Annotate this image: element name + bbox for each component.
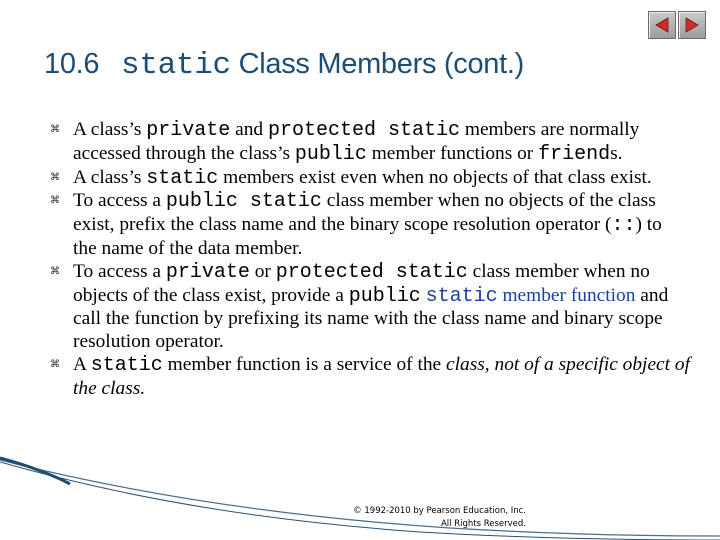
bullet-item [50, 354, 690, 401]
code-term: static [425, 284, 498, 308]
slide-navigation [648, 11, 706, 39]
copyright-line: © 1992-2010 by Pearson Education, Inc. [353, 506, 526, 516]
bullet-text: A class’s [73, 166, 147, 188]
next-slide-button[interactable] [678, 11, 706, 39]
bullet-text: To access a [73, 190, 166, 212]
bullet-text: or [249, 260, 276, 282]
bullet-text: class, not of a specific object of the class. [73, 353, 690, 399]
bullet-text: A class’s [73, 119, 147, 140]
code-term: private [165, 260, 250, 284]
code-term: public static [165, 190, 322, 214]
bullet-text: and [230, 119, 268, 140]
code-term: protected static [275, 260, 468, 284]
bullet-text: and call the function by prefixing its name with the class name and binary scope resolution operator. [73, 284, 669, 353]
bullet-text: member function [497, 284, 636, 306]
bullet-text: A [73, 353, 91, 375]
bullet-item [50, 261, 690, 354]
bullet-text: To access a [73, 260, 166, 282]
previous-slide-button[interactable] [648, 11, 676, 39]
bullet-list [50, 119, 690, 401]
code-term: private [146, 119, 231, 142]
code-term: public [348, 284, 421, 308]
bullet-text: s. [610, 142, 623, 164]
bullet-text: member functions or [366, 142, 539, 164]
title-text: Class Members (cont.) [238, 48, 524, 80]
copyright-notice [300, 505, 526, 531]
bullet-item [50, 167, 690, 191]
slide-title [44, 48, 524, 83]
code-term: static [146, 166, 219, 190]
bullet-text: members are normally accessed through the class’s [73, 119, 640, 164]
code-term: public [294, 142, 367, 166]
code-term: :: [611, 214, 636, 238]
rights-line: All Rights Reserved. [440, 519, 526, 529]
code-term: protected static [267, 119, 461, 142]
bullet-text: member function is a service of the [162, 353, 447, 375]
bullet-item [50, 190, 690, 260]
bullet-text: ) to the name of the data member. [73, 214, 662, 259]
bullet-text: class member when no objects of the class exist, prefix the class name and the binary scope resolution operator ( [73, 190, 656, 236]
code-term: static [90, 353, 163, 377]
triangle-right-icon [683, 16, 701, 34]
code-term: friend [538, 142, 611, 166]
title-code: static [121, 48, 231, 83]
bullet-item [50, 119, 690, 167]
section-number: 10.6 [44, 48, 100, 80]
triangle-left-icon [653, 16, 671, 34]
bullet-text: class member when no objects of the class exist, provide a [73, 260, 650, 306]
bullet-text: members exist even when no objects of that class exist. [218, 166, 652, 188]
